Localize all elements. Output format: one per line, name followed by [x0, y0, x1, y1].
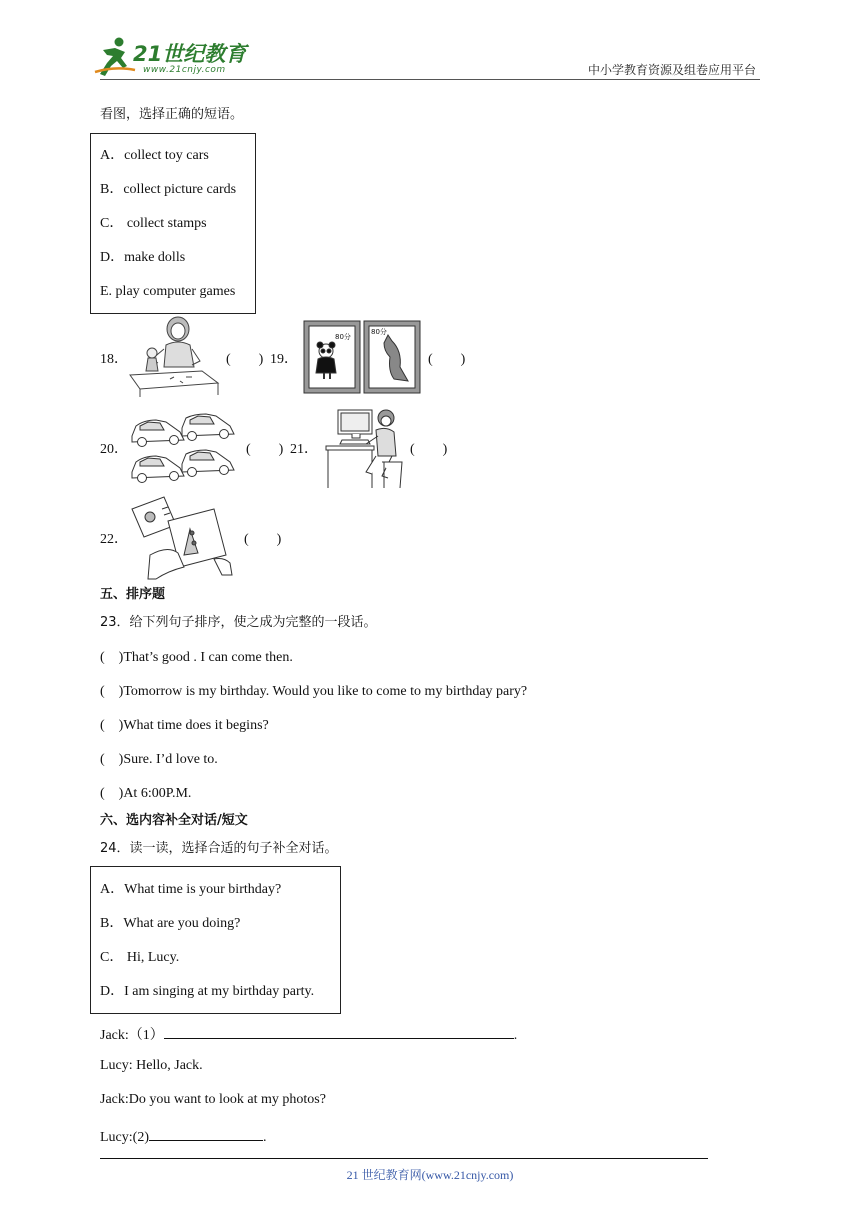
- stamps-illustration: [304, 321, 420, 393]
- option-d: D．I am singing at my birthday party.: [100, 984, 315, 999]
- option-b: B．What are you doing?: [100, 916, 241, 931]
- option-c: C． collect stamps: [100, 216, 207, 231]
- question-text: 24．读一读，选择合适的句子补全对话。: [100, 841, 338, 856]
- answer-blank: ( ): [410, 442, 448, 457]
- ordering-item: ( )That’s good . I can come then.: [100, 650, 293, 665]
- option-a: A．What time is your birthday?: [100, 882, 282, 897]
- question-number: 22．: [100, 532, 128, 547]
- instruction-text: 看图，选择正确的短语。: [100, 107, 244, 122]
- option-e: E. play computer games: [100, 284, 236, 299]
- option-c: C． Hi, Lucy.: [100, 950, 180, 965]
- toy-cars-illustration: [130, 412, 238, 482]
- dialogue-line-2: Lucy: Hello, Jack.: [100, 1058, 203, 1073]
- dialogue-line-end: .: [262, 1130, 267, 1145]
- ordering-item: ( )What time does it begins?: [100, 718, 269, 733]
- dialogue-line-4: [100, 1126, 266, 1146]
- boy-computer-illustration: [326, 406, 404, 490]
- platform-name: 中小学教育资源及组卷应用平台: [587, 63, 756, 77]
- answer-line[interactable]: [164, 1024, 514, 1039]
- answer-blank: ( ): [428, 352, 466, 367]
- question-number: 21．: [290, 442, 318, 457]
- dialogue-line-1: [100, 1024, 517, 1044]
- footer-text: 21 世纪教育网(www.21cnjy.com): [346, 1168, 514, 1182]
- option-b: B．collect picture cards: [100, 182, 237, 197]
- question-number: 20．: [100, 442, 128, 457]
- ordering-item: ( )Sure. I’d love to.: [100, 752, 218, 767]
- ordering-item: ( )At 6:00P.M.: [100, 786, 192, 801]
- answer-blank: ( ): [226, 352, 264, 367]
- question-text: 23．给下列句子排序，使之成为完整的一段话。: [100, 615, 377, 630]
- picture-cards-illustration: [128, 497, 236, 579]
- question-number: 19．: [270, 352, 298, 367]
- stamp-value-label: 80分: [371, 328, 387, 336]
- section-title: 五、排序题: [100, 587, 166, 602]
- girl-making-doll-illustration: [130, 315, 220, 397]
- question-number: 18．: [100, 352, 128, 367]
- option-d: D．make dolls: [100, 250, 186, 265]
- dialogue-line-end: .: [513, 1028, 518, 1043]
- dialogue-line-3: Jack:Do you want to look at my photos?: [100, 1092, 326, 1107]
- logo-sub-text: www.21cnjy.com: [143, 65, 226, 75]
- answer-line[interactable]: [149, 1126, 263, 1141]
- answer-blank: ( ): [244, 532, 282, 547]
- dialogue-speaker-prefix: Lucy:(2): [100, 1130, 149, 1145]
- site-logo: [95, 36, 265, 78]
- footer-divider: [100, 1158, 708, 1159]
- option-a: A．collect toy cars: [100, 148, 209, 163]
- section-title: 六、选内容补全对话/短文: [100, 813, 248, 828]
- logo-main-text: 21世纪教育: [133, 42, 247, 66]
- dialogue-speaker-prefix: Jack:（1）: [100, 1028, 164, 1043]
- stamp-value-label: 80分: [335, 333, 351, 341]
- ordering-item: ( )Tomorrow is my birthday. Would you like to come to my birthday pary?: [100, 684, 528, 699]
- runner-icon: [95, 36, 135, 78]
- header-divider: [100, 79, 760, 80]
- answer-blank: ( ): [246, 442, 284, 457]
